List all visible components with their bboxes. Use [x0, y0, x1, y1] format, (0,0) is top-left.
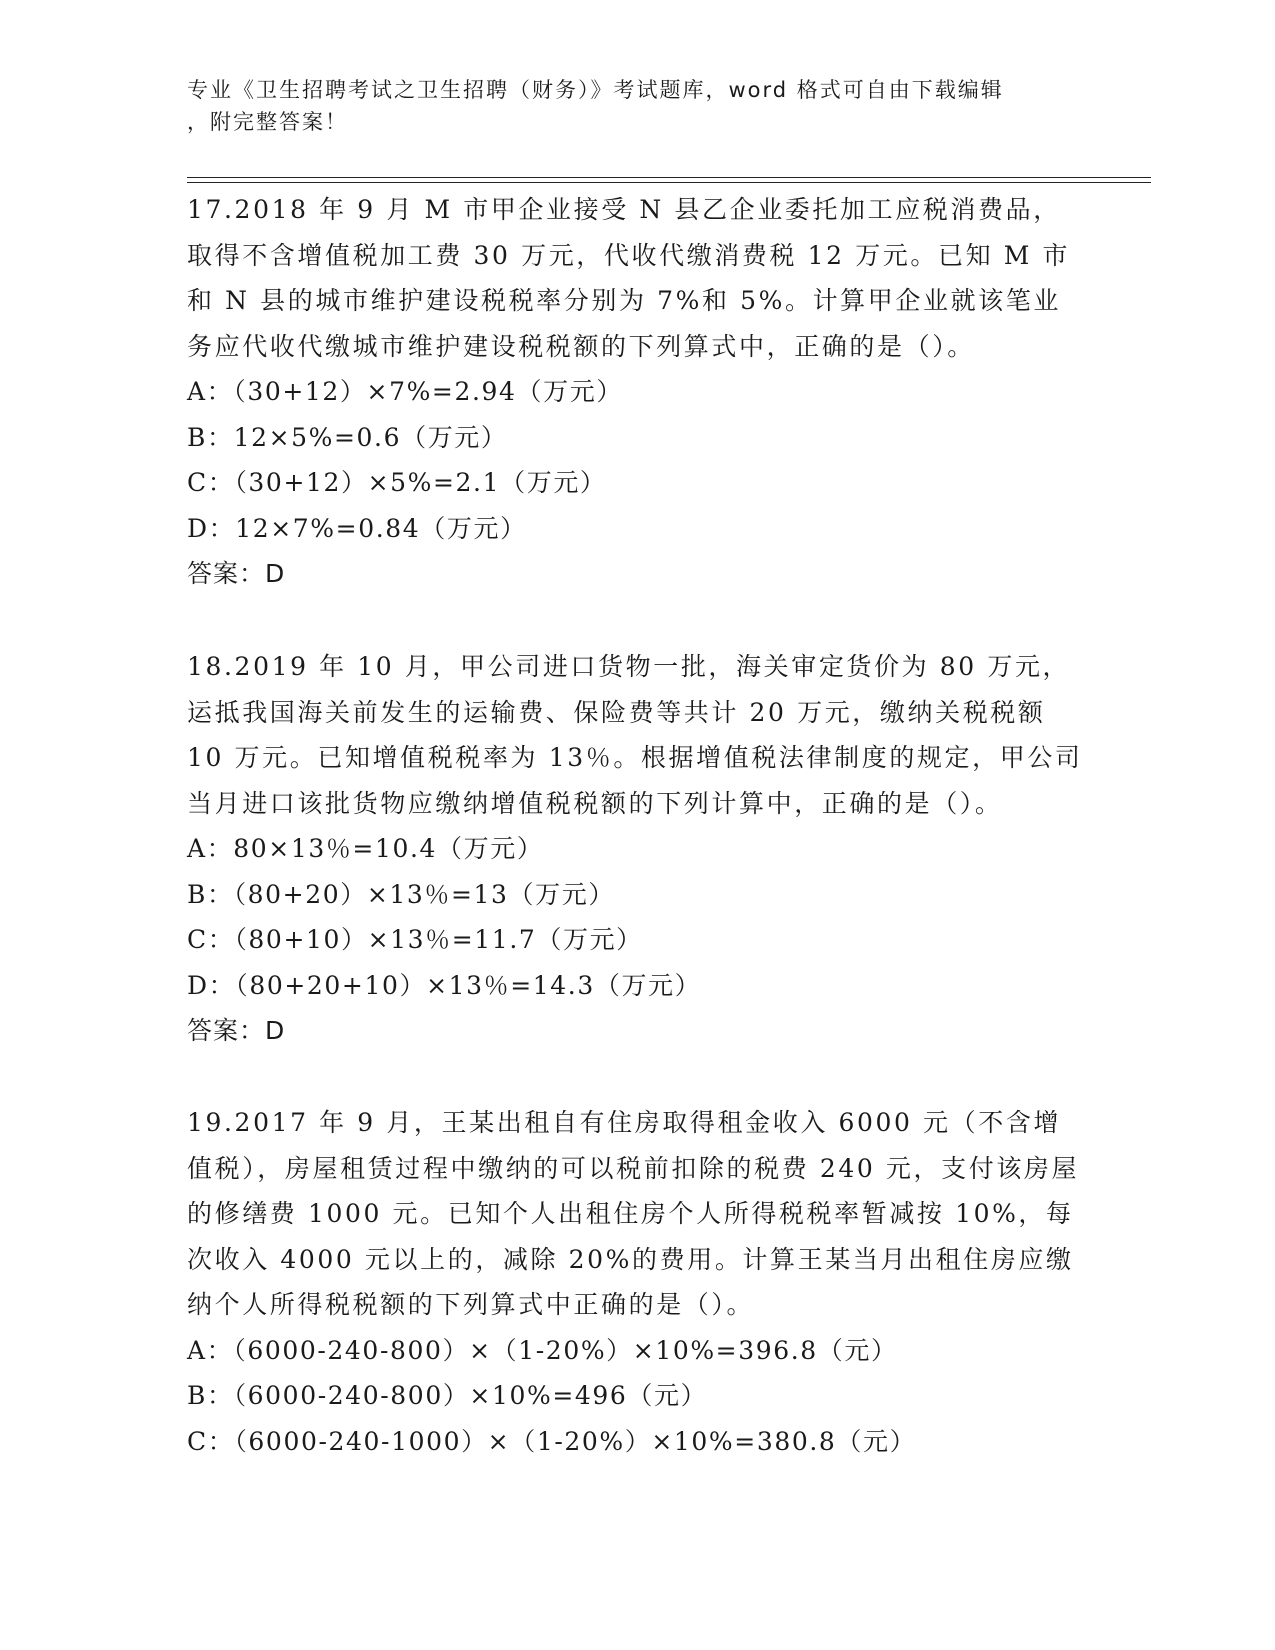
option-a: A：80×13％=10.4（万元） — [187, 834, 544, 863]
option-b: B：（6000-240-800）×10%=496（元） — [187, 1381, 708, 1410]
answer: 答案：D — [187, 559, 286, 588]
document-header — [187, 74, 1087, 138]
header-divider-top — [187, 177, 1151, 178]
header-line-2: ，附完整答案！ — [187, 110, 348, 134]
question-19 — [187, 1100, 1087, 1464]
option-a: A：（30+12）×7%=2.94（万元） — [187, 377, 623, 406]
option-a: A：（6000-240-800）×（1-20%）×10%=396.8（元） — [187, 1335, 898, 1365]
option-b: B：12×5%=0.6（万元） — [187, 422, 508, 452]
question-stem: 18.2019 年 10 月，甲公司进口货物一批，海关审定货价为 80 万元，运抵我国海关前发生的运输费、保险费等共计 20 万元，缴纳关税税额 10 万元。已知增值税税率为 13％。根据增值税法律制度的规定，甲公司当月进口该批货物应缴纳增值税税额的下列计算中，正确的是（）。 — [187, 652, 1083, 818]
option-d: D：（80+20+10）×13％=14.3（万元） — [187, 970, 702, 1000]
option-c: C：（80+10）×13％=11.7（万元） — [187, 925, 643, 954]
option-b: B：（80+20）×13％=13（万元） — [187, 879, 615, 909]
option-c: C：（30+12）×5%=2.1（万元） — [187, 468, 607, 497]
option-c: C：（6000-240-1000）×（1-20%）×10%=380.8（元） — [187, 1426, 917, 1456]
question-17 — [187, 187, 1087, 597]
header-line-1: 专业《卫生招聘考试之卫生招聘（财务）》考试题库，word 格式可自由下载编辑 — [187, 78, 1004, 102]
question-stem: 17.2018 年 9 月 M 市甲企业接受 N 县乙企业委托加工应税消费品，取得不含增值税加工费 30 万元，代收代缴消费税 12 万元。已知 M 市和 N 县的城市维护建设税税率分别为 7%和 5%。计算甲企业就该笔业务应代收代缴城市维护建设税税额的下列算式中，正确的是（）。 — [187, 195, 1071, 361]
option-d: D：12×7%=0.84（万元） — [187, 513, 527, 543]
answer: 答案：D — [187, 1016, 286, 1045]
question-stem: 19.2017 年 9 月，王某出租自有住房取得租金收入 6000 元（不含增值税），房屋租赁过程中缴纳的可以税前扣除的税费 240 元，支付该房屋的修缮费 1000 元。已知个人出租住房个人所得税税率暂减按 10%，每次收入 4000 元以上的，减除 20%的费用。计算王某当月出租住房应缴纳个人所得税税额的下列算式中正确的是（）。 — [187, 1108, 1080, 1319]
header-divider-bottom — [187, 182, 1151, 183]
question-18 — [187, 644, 1087, 1054]
